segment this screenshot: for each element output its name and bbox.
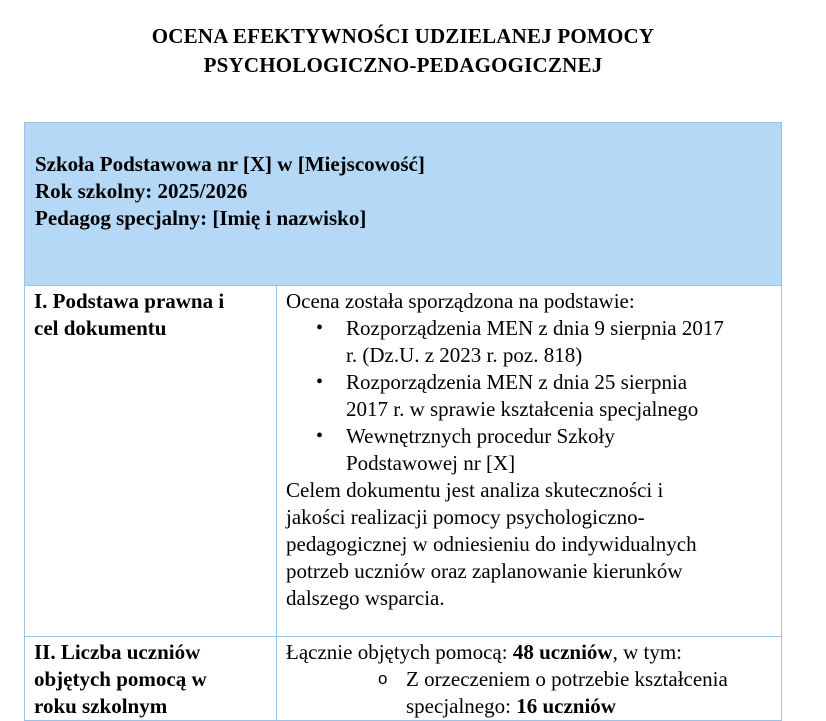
school-year: Rok szkolny: 2025/2026	[35, 179, 248, 203]
special-educator: Pedagog specjalny: [Imię i nazwisko]	[35, 206, 367, 230]
section-1-content	[277, 286, 782, 637]
section-1-label	[25, 286, 277, 637]
list-item: • Rozporządzenia MEN z dnia 25 sierpnia 2017 r. w sprawie kształcenia specjalnego	[346, 369, 773, 423]
total-students: Łącznie objętych pomocą: 48 uczniów, w tym:	[286, 640, 682, 664]
legal-basis-intro: Ocena została sporządzona na podstawie:	[286, 289, 635, 313]
section-1-label-line-2: cel dokumentu	[34, 316, 167, 340]
list-item: • Rozporządzenia MEN z dnia 9 sierpnia 2017 r. (Dz.U. z 2023 r. poz. 818)	[346, 315, 773, 369]
title-line-1: OCENA EFEKTYWNOŚCI UDZIELANEJ POMOCY	[151, 24, 655, 48]
student-breakdown-list	[286, 666, 773, 720]
list-item: • Wewnętrznych procedur Szkoły Podstawowej nr [X]	[346, 423, 773, 477]
section-2-content	[277, 637, 782, 721]
assessment-table	[24, 122, 782, 721]
section-legal-basis-row	[25, 286, 782, 637]
school-name: Szkoła Podstawowa nr [X] w [Miejscowość]	[35, 152, 425, 176]
section-student-count-row	[25, 637, 782, 721]
legal-basis-list	[286, 315, 773, 477]
section-1-label-line-1: I. Podstawa prawna i	[34, 289, 225, 313]
document-title	[0, 22, 806, 80]
title-line-2: PSYCHOLOGICZNO-PEDAGOGICZNEJ	[203, 53, 603, 77]
section-2-label: II. Liczba uczniów objętych pomocą w roku szkolnym	[25, 637, 277, 721]
document-purpose: Celem dokumentu jest analiza skuteczności i jakości realizacji pomocy psychologiczno- pedagogicznej w odniesieniu do indywidualnych potrzeb uczniów oraz zaplanowanie kierunków dalszego wsparcia.	[286, 478, 697, 610]
list-item: o Z orzeczeniem o potrzebie kształcenia specjalnego: 16 uczniów	[406, 666, 773, 720]
school-info-header	[25, 123, 782, 286]
